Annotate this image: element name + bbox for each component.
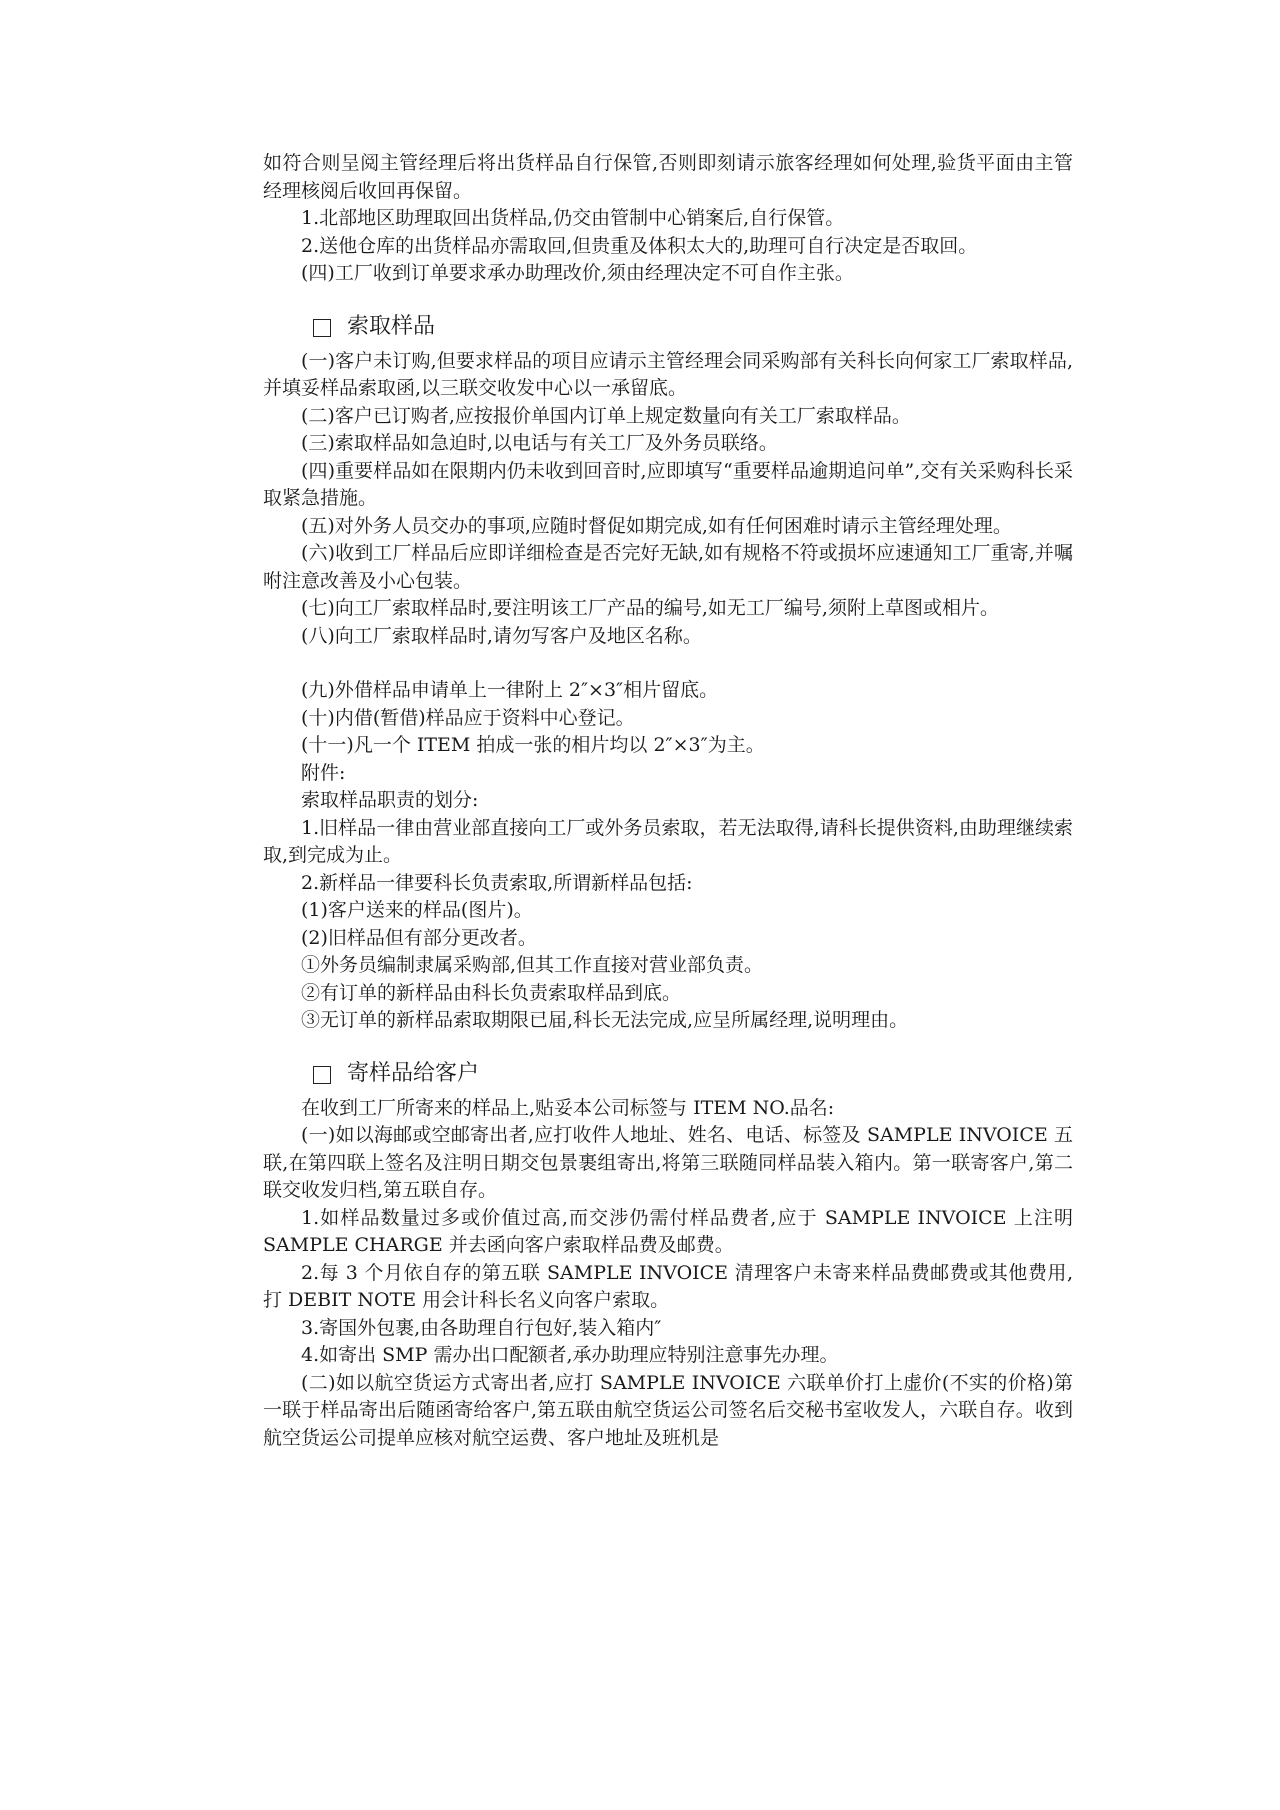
paragraph: (三)索取样品如急迫时,以电话与有关工厂及外务员联络。 [301, 432, 778, 454]
paragraph: (二)如以航空货运方式寄出者,应打 SAMPLE INVOICE 六联单价打上虚价(不实的价格)第一联于样品寄出后随函寄给客户,第五联由航空货运公司签名后交秘书室收发人，六联自存。收到航空货运公司提单应核对航空运费、客户地址及班机是 [263, 1371, 1073, 1449]
intro-paragraph: 1.北部地区助理取回出货样品,仍交由管制中心销案后,自行保管。 [301, 207, 845, 229]
document-page [263, 150, 1073, 1452]
paragraph: (二)客户已订购者,应按报价单国内订单上规定数量向有关工厂索取样品。 [301, 404, 911, 427]
paragraph: (2)旧样品但有部分更改者。 [301, 926, 537, 949]
paragraph: ①外务员编制隶属采购部,但其工作直接对营业部负责。 [301, 954, 764, 976]
paragraph: (一)客户未订购,但要求样品的项目应请示主管经理会同采购部有关科长向何家工厂索取样品,并填妥样品索取函,以三联交收发中心以一承留底。 [263, 349, 1073, 399]
section-heading-request-samples [263, 312, 1073, 342]
checkbox-icon [313, 319, 331, 337]
paragraph: (六)收到工厂样品后应即详细检查是否完好无缺,如有规格不符或损坏应速通知工厂重寄,并嘱咐注意改善及小心包装。 [263, 542, 1073, 592]
intro-paragraph: 如符合则呈阅主管经理后将出货样品自行保管,否则即刻请示旅客经理如何处理,验货平面由主管经理核阅后收回再保留。 [263, 152, 1073, 202]
blank-line [263, 650, 1073, 677]
paragraph: 2.新样品一律要科长负责索取,所谓新样品包括: [301, 871, 693, 894]
paragraph: 4.如寄出 SMP 需办出口配额者,承办助理应特别注意事先办理。 [301, 1344, 839, 1366]
intro-paragraph: 2.送他仓库的出货样品亦需取回,但贵重及体积太大的,助理可自行决定是否取回。 [301, 234, 978, 257]
paragraph: (1)客户送来的样品(图片)。 [301, 899, 533, 921]
paragraph: (九)外借样品申请单上一律附上 2″×3″相片留底。 [301, 679, 719, 701]
paragraph: (七)向工厂索取样品时,要注明该工厂产品的编号,如无工厂编号,须附上草图或相片。 [301, 597, 999, 619]
paragraph: (十一)凡一个 ITEM 拍成一张的相片均以 2″×3″为主。 [301, 734, 765, 756]
paragraph: 1.旧样品一律由营业部直接向工厂或外务员索取，若无法取得,请科长提供资料,由助理继续索取,到完成为止。 [263, 816, 1073, 866]
paragraph: 1.如样品数量过多或价值过高,而交涉仍需付样品费者,应于 SAMPLE INVOICE 上注明 SAMPLE CHARGE 并去函向客户索取样品费及邮费。 [263, 1206, 1073, 1256]
paragraph: (一)如以海邮或空邮寄出者,应打收件人地址、姓名、电话、标签及 SAMPLE INVOICE 五联,在第四联上签名及注明日期交包景裹组寄出,将第三联随同样品装入箱内。第一联寄客户,第二联交收发归档,第五联自存。 [263, 1124, 1073, 1201]
paragraph: 在收到工厂所寄来的样品上,贴妥本公司标签与 ITEM NO.品名: [301, 1096, 835, 1119]
checkbox-icon [313, 1066, 331, 1084]
intro-paragraph: (四)工厂收到订单要求承办助理改价,须由经理决定不可自作主张。 [301, 262, 854, 284]
paragraph: (四)重要样品如在限期内仍未收到回音时,应即填写“重要样品逾期追问单”,交有关采购科长采取紧急措施。 [263, 459, 1073, 509]
paragraph: (八)向工厂索取样品时,请勿写客户及地区名称。 [301, 624, 702, 647]
section-title: 索取样品 [347, 313, 436, 339]
section-heading-send-samples [263, 1059, 1073, 1089]
paragraph: 2.每 3 个月依自存的第五联 SAMPLE INVOICE 清理客户未寄来样品费邮费或其他费用,打 DEBIT NOTE 用会计科长名义向客户索取。 [263, 1261, 1073, 1311]
paragraph: (五)对外务人员交办的事项,应随时督促如期完成,如有任何困难时请示主管经理处理。 [301, 514, 1012, 537]
paragraph: (十)内借(暂借)样品应于资料中心登记。 [301, 706, 635, 729]
paragraph: 附件: [301, 761, 346, 784]
paragraph: 3.寄国外包裹,由各助理自行包好,装入箱内″ [301, 1316, 662, 1339]
section-title: 寄样品给客户 [347, 1060, 480, 1086]
paragraph: ②有订单的新样品由科长负责索取样品到底。 [301, 981, 682, 1004]
paragraph: ③无订单的新样品索取期限已届,科长无法完成,应呈所属经理,说明理由。 [301, 1009, 909, 1031]
paragraph: 索取样品职责的划分: [301, 789, 479, 811]
